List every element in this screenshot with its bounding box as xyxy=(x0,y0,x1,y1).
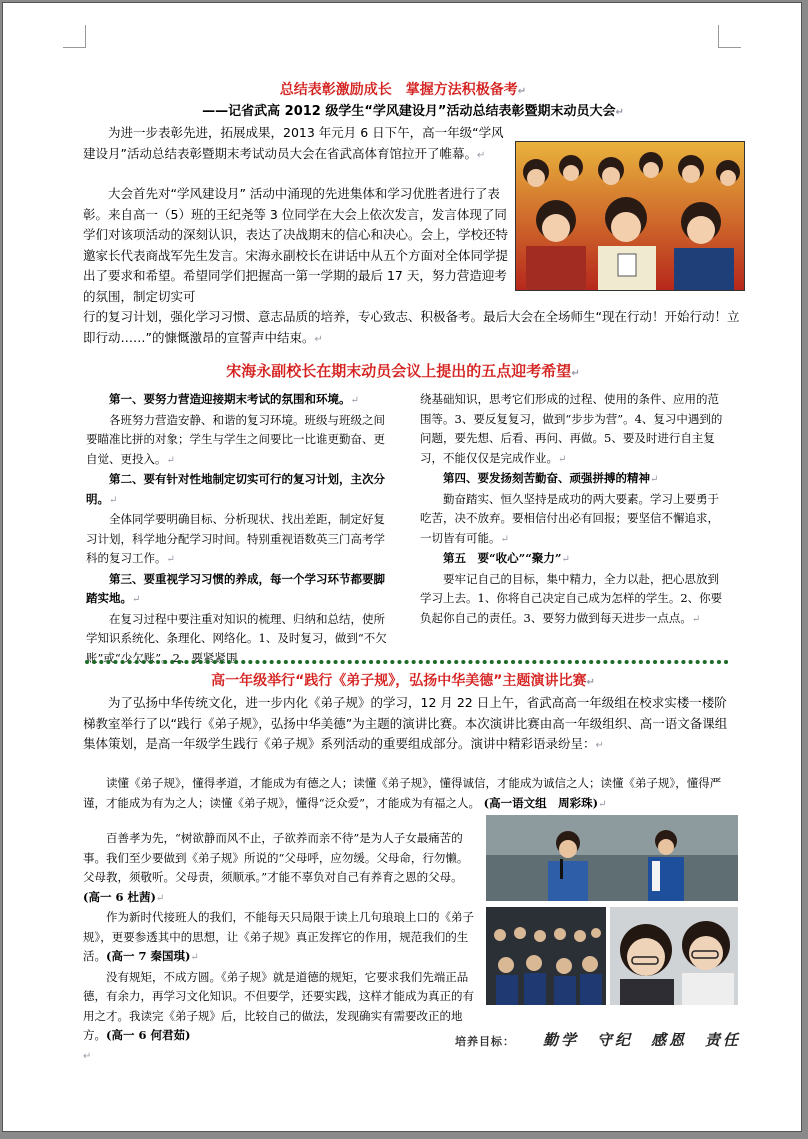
point-text: 要牢记自己的目标，集中精力，全力以赴，把心思放到学习上去。1、你将自己决定自己成为怎样的学生。2、你要负起你自己的责任。3、要努力做到每天进步一点点。↵ xyxy=(420,571,723,625)
paragraph-mark: ↵ xyxy=(83,1051,92,1062)
article1-subtitle: ——记省武高 2012 级学生“学风建设月”活动总结表彰暨期末动员大会↵ xyxy=(202,104,624,119)
article2-left-column xyxy=(86,390,396,668)
point-heading: 第二、要有针对性地制定切实可行的复习计划，主次分明。↵ xyxy=(86,472,385,506)
assembly-photo xyxy=(515,141,745,291)
speech-quote: 没有规矩，不成方圆。《弟子规》就是道德的规矩，它要求我们先端正品德，有余力，再学习文化知识。不但要学，还要实践，这样才能成为真正的有用之才。我读完《弟子规》后，比较自己的做法，发现确实有需要改正的地方。(高一 6 何君茹) xyxy=(83,969,474,1042)
point-heading: 第三、要重视学习习惯的养成，每一个学习环节都要脚踏实地。↵ xyxy=(86,571,385,605)
corner-crop-mark xyxy=(718,25,741,48)
point-heading: 第四、要发扬刻苦勤奋、顽强拼搏的精神↵ xyxy=(443,471,659,485)
article2-title: 宋海永副校长在期末动员会议上提出的五点迎考希望↵ xyxy=(226,362,580,380)
dotted-divider xyxy=(85,659,735,665)
article3-paragraph: 为了弘扬中华传统文化，进一步内化《弟子规》的学习，12 月 22 日上午，省武高高一年级组在校求实楼一楼阶梯教室举行了以“践行《弟子规》，弘扬中华美德”为主题的演讲比赛。本次演讲比赛由高一年级组织、高一语文备课组集体策划，是高一年级学生践行《弟子规》系列活动的重要组成部分。演讲中精彩语录纷呈：↵ xyxy=(83,695,728,751)
point-text: 勤奋踏实、恒久坚持是成功的两大要素。学习上要勇于吃苦，决不放弃。要相信付出必有回报；要坚信不懈追求，一切皆有可能。↵ xyxy=(420,491,719,545)
point-text: 在复习过程中要注重对知识的梳理、归纳和总结，使所学知识系统化、条理化、网络化。1、及时复习，做到“不欠账”或“少欠账”。2、要紧紧围 xyxy=(86,611,387,665)
article1-paragraph: 行的复习计划，强化学习习惯、意志品质的培养，专心致志、积极备考。最后大会在全场师生“现在行动！开始行动！立即行动……”的慷慨激昂的宣誓声中结束。↵ xyxy=(83,309,740,345)
speech-quote: 作为新时代接班人的我们，不能每天只局限于读上几句琅琅上口的《弟子规》，更要参透其中的思想，让《弟子规》真正发挥它的作用，规范我们的生活。(高一 7 秦国琪)↵ xyxy=(83,910,474,963)
speech-quote: 读懂《弟子规》，懂得孝道，才能成为有德之人；读懂《弟子规》，懂得诚信，才能成为诚信之人；读懂《弟子规》，懂得严谨，才能成为有为之人；读懂《弟子规》，懂得“泛众爱”，才能成为有福之人。 (高一语文组 周彩珠)↵ xyxy=(83,776,722,810)
corner-crop-mark xyxy=(63,25,86,48)
point-heading: 第一、要努力营造迎接期末考试的氛围和环境。↵ xyxy=(109,392,359,406)
article3-title: 高一年级举行“践行《弟子规》，弘扬中华美德”主题演讲比赛↵ xyxy=(211,673,595,689)
article1-paragraph: 大会首先对“学风建设月” 活动中涌现的先进集体和学习优胜者进行了表彰。来自高一（5）班的王纪尧等 3 位同学在大会上依次发言，发言体现了同学们对该项活动的深刻认识，表达了决战期末的信心和决心。会上，学校还特邀家长代表商战军先生发言。宋海永副校长在讲话中从五个方面对全体同学提出了要求和希望。希望同学们把握高一第一学期的最后 17 天，努力营造迎考的氛围，制定切实可 xyxy=(83,186,509,304)
document-page xyxy=(2,2,802,1132)
footer-motto: 勤学 守纪 感恩 责任 xyxy=(543,1031,742,1049)
speech-quote: 百善孝为先，“树欲静而风不止，子欲养而亲不待”是为人子女最痛苦的事。我们至少要做到《弟子规》所说的“父母呼，应勿缓。父母命，行勿懒。父母教，须敬听。父母责，须顺承。”才能不辜负对自己有养育之恩的父母。(高一 6 杜茜)↵ xyxy=(83,831,469,904)
footer-label: 培养目标： xyxy=(455,1035,515,1048)
speech-contest-photos xyxy=(486,815,738,1005)
article1-title: 总结表彰激励成长 掌握方法积极备考↵ xyxy=(279,82,527,98)
article2-right-column xyxy=(420,390,728,629)
point-text: 全体同学要明确目标、分析现状、找出差距，制定好复习计划，科学地分配学习时间。特别重视语数英三门高考学科的复习工作。↵ xyxy=(86,512,385,565)
point-text: 各班努力营造安静、和谐的复习环境。班级与班级之间要瞄准比拼的对象；学生与学生之间要比一比谁更勤奋、更自觉、更投入。↵ xyxy=(86,412,385,466)
article1-paragraph: 为进一步表彰先进，拓展成果，2013 年元月 6 日下午，高一年级“学风建设月”活动总结表彰暨期末考试动员大会在省武高体育馆拉开了帷幕。↵ xyxy=(83,125,504,161)
speech-quotes-block xyxy=(83,829,478,1046)
point-text: 绕基础知识，思考它们形成的过程、使用的条件、应用的范围等。3、要反复复习，做到“步步为营”。4、复习中遇到的问题，要先想、后看、再问、再做。5、要及时进行自主复习，不能仅仅是完成作业。↵ xyxy=(420,392,723,465)
point-heading: 第五 要“收心”“聚力”↵ xyxy=(443,551,570,565)
